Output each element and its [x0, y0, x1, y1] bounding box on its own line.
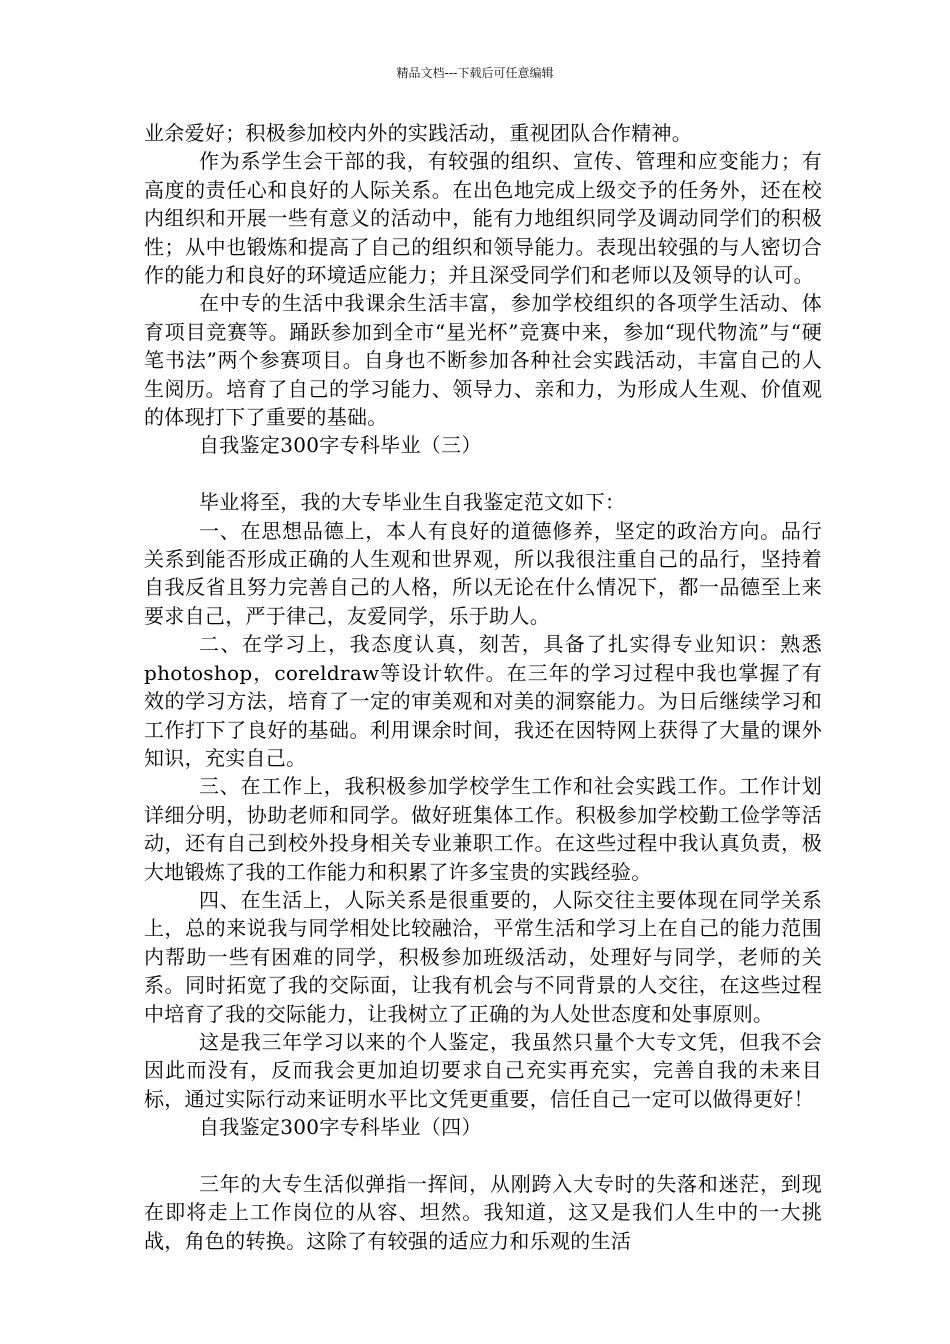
- paragraph-work: 三、在工作上，我积极参加学校学生工作和社会实践工作。工作计划详细分明，协助老师和同学。做好班集体工作。积极参加学校勤工俭学等活动，还有自己到校外投身相关专业兼职工作。在这些过程中我认真负责，极大地锻炼了我的工作能力和积累了许多宝贵的实践经验。: [144, 774, 822, 884]
- section-heading-four: 自我鉴定300字专科毕业（四）: [199, 1115, 482, 1140]
- document-body: [144, 119, 822, 1255]
- blank-line: [144, 1142, 822, 1170]
- paragraph-morality: 一、在思想品德上，本人有良好的道德修养，坚定的政治方向。品行关系到能否形成正确的人生观和世界观，所以我很注重自己的品行，坚持着自我反省且努力完善自己的人格，所以无论在什么情况下，都一品德至上来要求自己，严于律己，友爱同学，乐于助人。: [144, 518, 822, 628]
- paragraph-intro: 毕业将至，我的大专毕业生自我鉴定范文如下：: [199, 490, 626, 515]
- paragraph-student-union: 作为系学生会干部的我，有较强的组织、宣传、管理和应变能力；有高度的责任心和良好的人际关系。在出色地完成上级交予的任务外，还在校内组织和开展一些有意义的活动中，能有力地组织同学及调动同学们的积极性；从中也锻炼和提高了自己的组织和领导能力。表现出较强的与人密切合作的能力和良好的环境适应能力；并且深受同学们和老师以及领导的认可。: [144, 149, 822, 288]
- blank-line: [144, 460, 822, 488]
- paragraph-three-years: 三年的大专生活似弹指一挥间，从刚跨入大专时的失落和迷茫，到现在即将走上工作岗位的从容、坦然。我知道，这又是我们人生中的一大挑战，角色的转换。这除了有较强的适应力和乐观的生活: [144, 1172, 822, 1253]
- paragraph-extracurricular: 在中专的生活中我课余生活丰富，参加学校组织的各项学生活动、体育项目竞赛等。踊跃参加到全市“星光杯”竞赛中来，参加“现代物流”与“硬笔书法”两个参赛项目。自身也不断参加各种社会实践活动，丰富自己的人生阅历。培育了自己的学习能力、领导力、亲和力，为形成人生观、价值观的体现打下了重要的基础。: [144, 291, 822, 430]
- paragraph-hobbies-continued: 业余爱好；积极参加校内外的实践活动，重视团队合作精神。: [144, 121, 693, 145]
- section-heading-three: 自我鉴定300字专科毕业（三）: [199, 433, 482, 458]
- paragraph-study: 二、在学习上，我态度认真，刻苦，具备了扎实得专业知识：熟悉photoshop，coreldraw等设计软件。在三年的学习过程中我也掌握了有效的学习方法，培育了一定的审美观和对美的洞察能力。为日后继续学习和工作打下了良好的基础。利用课余时间，我还在因特网上获得了大量的课外知识，充实自己。: [144, 632, 822, 770]
- paragraph-life: 四、在生活上，人际关系是很重要的，人际交往主要体现在同学关系上，总的来说我与同学相处比较融洽，平常生活和学习上在自己的能力范围内帮助一些有困难的同学，积极参加班级活动，处理好与同学，老师的关系。同时拓宽了我的交际面，让我有机会与不同背景的人交往，在这些过程中培育了我的交际能力，让我树立了正确的为人处世态度和处事原则。: [144, 887, 822, 1026]
- page-header: 精品文档---下载后可任意编辑: [396, 66, 554, 80]
- paragraph-conclusion: 这是我三年学习以来的个人鉴定，我虽然只量个大专文凭，但我不会因此而没有，反而我会更加迫切要求自己充实再充实，完善自我的未来目标，通过实际行动来证明水平比文凭更重要，信任自己一定可以做得更好！: [144, 1029, 822, 1111]
